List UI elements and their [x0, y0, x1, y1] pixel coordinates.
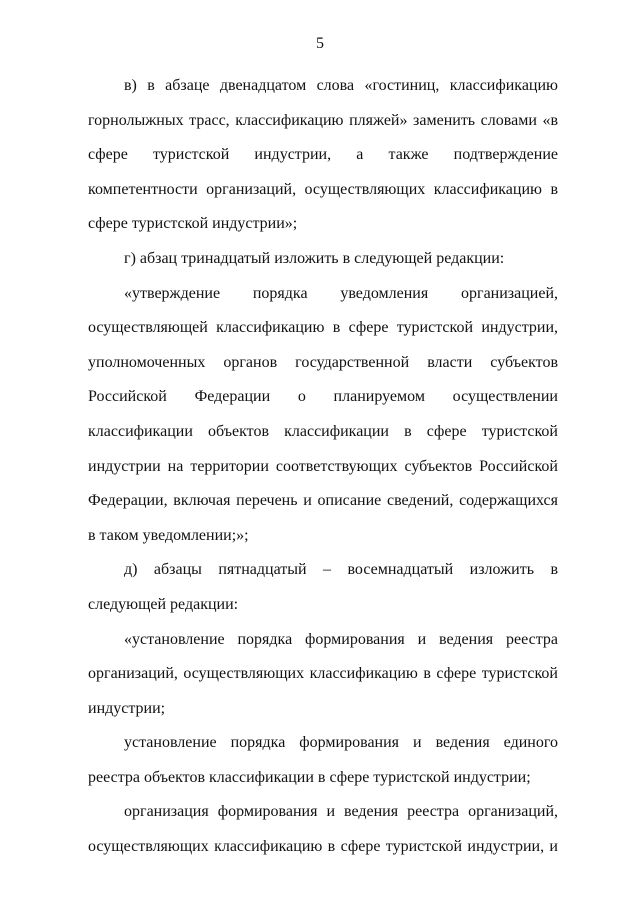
paragraph-amendment-v: в) в абзаце двенадцатом слова «гостиниц, классификацию горнолыжных трасс, классификацию пляжей» заменить словами «в сфере туристской индустрии, а также подтверждение компетентности организаций, осуществляющих классификацию в сфере туристской индустрии»; — [88, 77, 558, 233]
document-body — [88, 69, 558, 864]
paragraph-approval-notification-order: «утверждение порядка уведомления организацией, осуществляющей классификацию в сфере туристской индустрии, уполномоченных органов государственной власти субъектов Российской Федерации о планируемом осуществлении классификации объектов классификации в сфере туристской индустрии на территории соответствующих субъектов Российской Федерации, включая перечень и описание сведений, содержащихся в таком уведомлении;»; — [88, 284, 558, 544]
page-number: 5 — [316, 35, 324, 52]
paragraph-amendment-d: д) абзацы пятнадцатый – восемнадцатый изложить в следующей редакции: — [88, 561, 558, 613]
paragraph-organizations-registry: «установление порядка формирования и ведения реестра организаций, осуществляющих классификацию в сфере туристской индустрии; — [88, 630, 558, 717]
paragraph-registry-organization: организация формирования и ведения реестра организаций, осуществляющих классификацию в сфере туристской индустрии, и — [88, 803, 558, 856]
paragraph-amendment-g: г) абзац тринадцатый изложить в следующей редакции: — [124, 249, 505, 267]
paragraph-objects-registry: установление порядка формирования и ведения единого реестра объектов классификации в сфере туристской индустрии; — [88, 734, 558, 786]
